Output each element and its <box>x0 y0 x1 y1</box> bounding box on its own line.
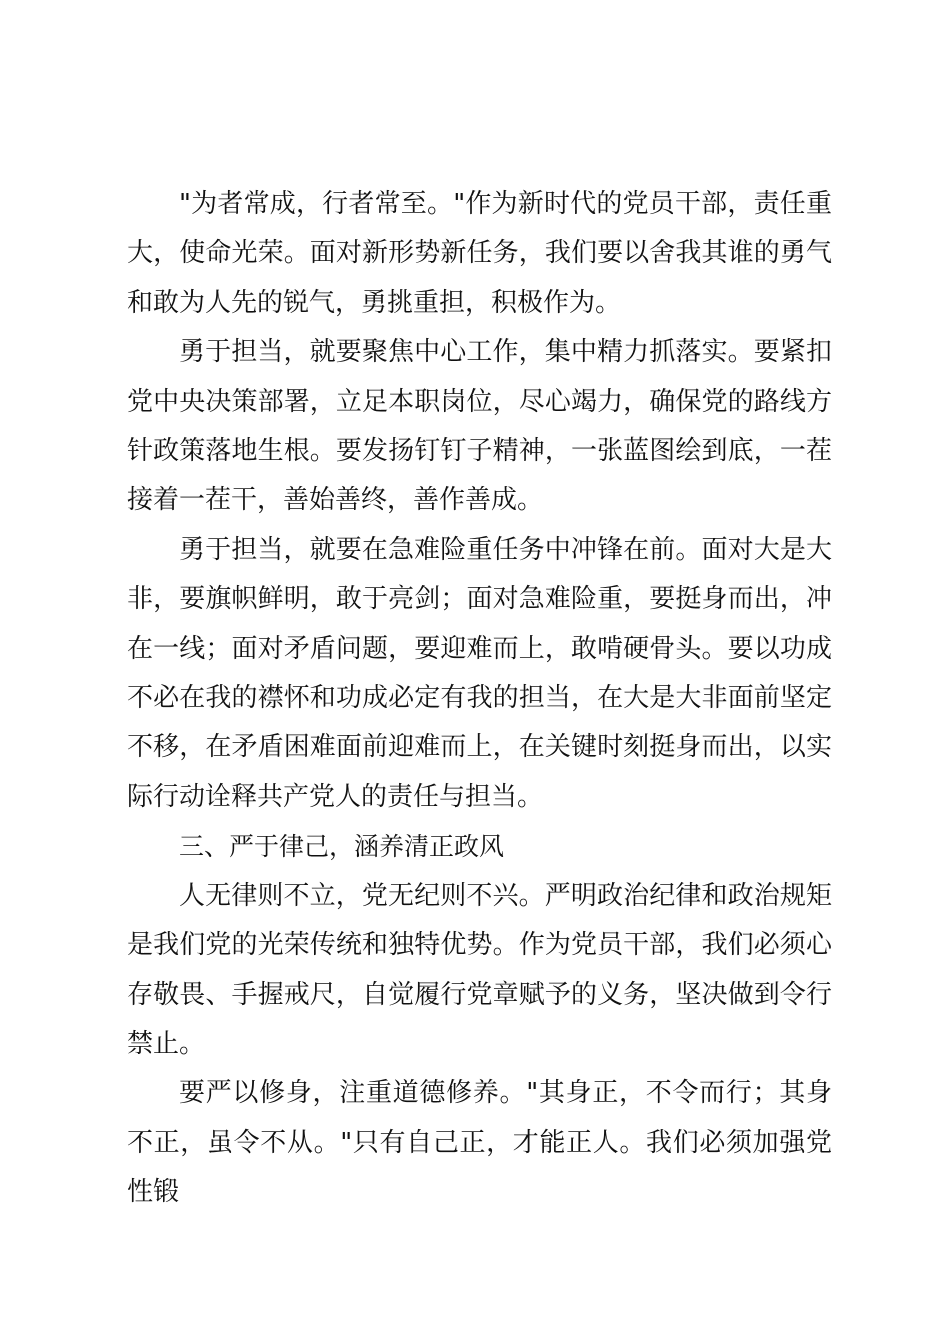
section-heading: 三、严于律己，涵养清正政风 <box>179 832 505 862</box>
paragraph-5: 要严以修身，注重道德修养。"其身正，不令而行；其身不正，虽令不从。"只有自己正，才能正人。我们必须加强党性锻 <box>127 1078 832 1208</box>
paragraph-3: 勇于担当，就要在急难险重任务中冲锋在前。面对大是大非，要旗帜鲜明，敢于亮剑；面对急难险重，要挺身而出，冲在一线；面对矛盾问题，要迎难而上，敢啃硬骨头。要以功成不必在我的襟怀和功成必定有我的担当，在大是大非面前坚定不移，在矛盾困难面前迎难而上，在关键时刻挺身而出，以实际行动诠释共产党人的责任与担当。 <box>127 534 832 812</box>
document-body <box>127 180 832 1218</box>
paragraph-2: 勇于担当，就要聚焦中心工作，集中精力抓落实。要紧扣党中央决策部署，立足本职岗位，尽心竭力，确保党的路线方针政策落地生根。要发扬钉钉子精神，一张蓝图绘到底，一茬接着一茬干，善始善终，善作善成。 <box>127 337 832 516</box>
paragraph-4: 人无律则不立，党无纪则不兴。严明政治纪律和政治规矩是我们党的光荣传统和独特优势。作为党员干部，我们必须心存敬畏、手握戒尺，自觉履行党章赋予的义务，坚决做到令行禁止。 <box>127 880 832 1059</box>
paragraph-1: "为者常成，行者常至。"作为新时代的党员干部，责任重大，使命光荣。面对新形势新任务，我们要以舍我其谁的勇气和敢为人先的锐气，勇挑重担，积极作为。 <box>127 189 832 318</box>
